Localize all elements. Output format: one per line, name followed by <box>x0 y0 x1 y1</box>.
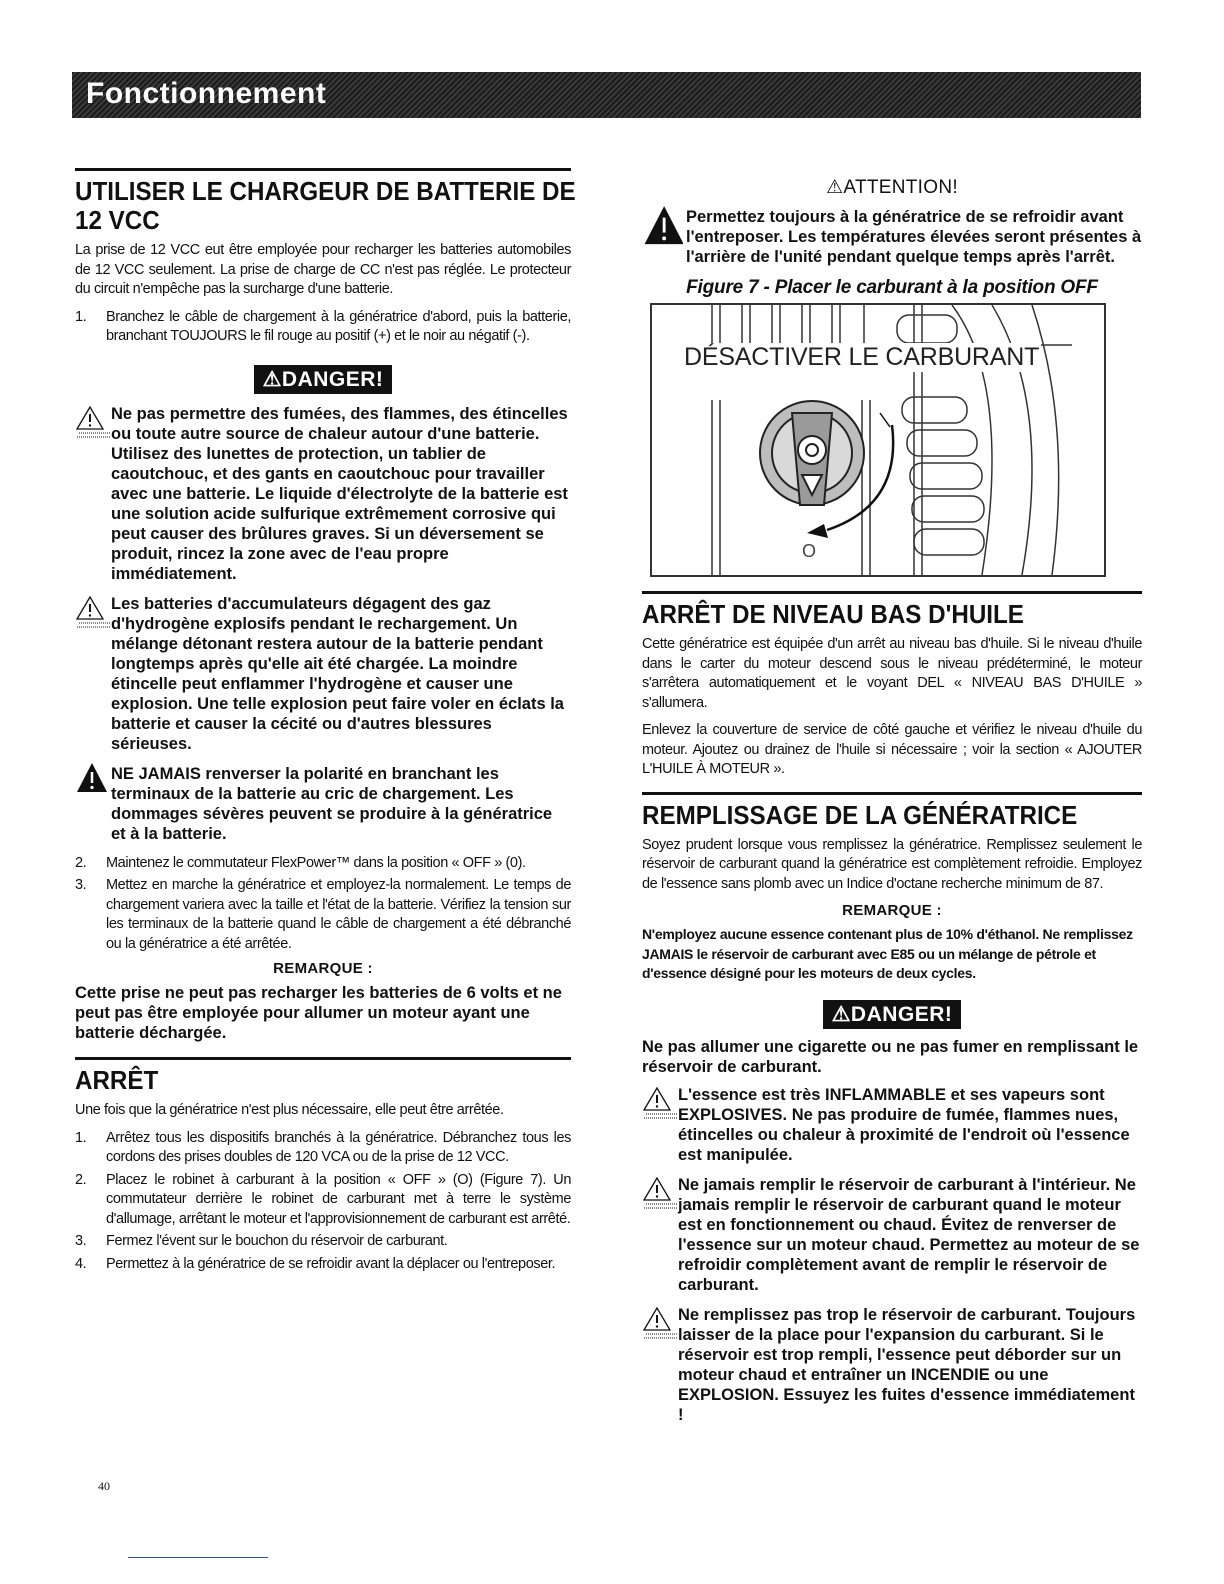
figure-caption: Figure 7 - Placer le carburant à la position OFF <box>686 277 1098 298</box>
page-number: 40 <box>98 1479 110 1493</box>
refueling-p1: Soyez prudent lorsque vous remplissez la génératrice. Remplissez seulement le réservoir de carburant quand la génératrice est complètement refroidie. Employez de l'essence sans plomb avec un Indice d'octane recherche minimum de 87. <box>642 836 1142 892</box>
remark-text: Cette prise ne peut pas recharger les batteries de 6 volts et ne peut pas être employée pour allumer un moteur ayant une batterie déchargée. <box>75 984 562 1042</box>
remark-label: REMARQUE : <box>273 960 373 977</box>
stop-steps <box>75 1129 571 1275</box>
warning-triangle-icon <box>643 1176 677 1216</box>
list-item: 3. Fermez l'évent sur le bouchon du réservoir de carburant. <box>75 1233 448 1249</box>
danger-label: ⚠DANGER! <box>254 365 393 394</box>
warning-triangle-icon <box>643 205 683 251</box>
danger-label: ⚠DANGER! <box>823 1000 962 1029</box>
remark-label: REMARQUE : <box>842 902 942 919</box>
warning-triangle-icon <box>76 762 110 802</box>
figure-label: DÉSACTIVER LE CARBURANT <box>684 343 1040 371</box>
figure-off-mark: O <box>802 541 817 561</box>
list-item: 2. Maintenez le commutateur FlexPower™ dans la position « OFF » (0). <box>75 854 526 871</box>
banner-title: Fonctionnement <box>86 77 327 110</box>
warning-block: Ne pas permettre des fumées, des flammes, des étincelles ou toute autre source de chaleur autour d'une batterie. Utilisez des lunettes de protection, un tablier de caoutchouc, et des gants en caoutchouc pour travailler avec une batterie. Le liquide d'électrolyte de la batterie est une solution acide sulfurique extrêmement corrosive qui peut causer des brûlures graves. Si un déversement se produit, rincez la zone avec de l'eau propre immédiatement. <box>75 404 571 584</box>
warning-block: L'essence est très INFLAMMABLE et ses vapeurs sont EXPLOSIVES. Ne pas produire de fumée, flammes nues, étincelles ou chaleur à proximité de l'endroit où l'essence est manipulée. <box>642 1085 1142 1165</box>
danger-text: Ne pas allumer une cigarette ou ne pas fumer en remplissant le réservoir de carburant. <box>642 1037 1139 1076</box>
battery-steps-b <box>75 854 571 955</box>
heading-refueling: REMPLISSAGE DE LA GÉNÉRATRICE <box>642 799 1078 830</box>
list-item: 1. Branchez le câble de chargement à la génératrice d'abord, puis la batterie, branchant TOUJOURS le fil rouge au positif (+) et le noir au négatif (-). <box>75 308 571 344</box>
heading-stop: ARRÊT <box>75 1065 159 1095</box>
warning-block: Les batteries d'accumulateurs dégagent des gaz d'hydrogène explosifs pendant le rechargement. Un mélange détonant restera autour de la batterie pendant longtemps après qu'elle ait été chargée. La moindre étincelle peut enflammer l'hydrogène et causer une explosion. Une telle explosion peut faire voler en éclats la batterie et causer la cécité ou d'autres blessures sérieuses. <box>75 594 571 754</box>
battery-intro: La prise de 12 VCC eut être employée pour recharger les batteries automobiles de 12 VCC seulement. La prise de charge de CC n'est pas réglée. Le protecteur du circuit n'empêche pas la surcharge d'une batterie. <box>75 242 571 297</box>
battery-steps-a <box>75 308 571 347</box>
right-column <box>642 176 1142 1435</box>
section-rule <box>642 591 1142 594</box>
warning-triangle-icon <box>76 595 110 635</box>
list-item: 3. Mettez en marche la génératrice et employez-la normalement. Le temps de chargement variera avec la taille et l'état de la batterie. Vérifiez la tension sur les terminaux de la batterie quand le câble de chargement a été débranché ou la génératrice a été arrêtée. <box>75 877 571 952</box>
remark-text: N'employez aucune essence contenant plus de 10% d'éthanol. Ne remplissez JAMAIS le réservoir de carburant avec E85 ou un mélange de pétrole et d'essence désigné pour les moteurs de deux cycles. <box>642 926 1133 981</box>
stop-intro: Une fois que la génératrice n'est plus nécessaire, elle peut être arrêtée. <box>75 1102 504 1118</box>
list-item: 1. Arrêtez tous les dispositifs branchés à la génératrice. Débranchez tous les cordons des prises doubles de 120 VCA ou de la prise de 12 VCC. <box>75 1129 571 1165</box>
footer-line <box>128 1557 268 1558</box>
section-banner <box>72 72 1141 118</box>
warning-block: NE JAMAIS renverser la polarité en branchant les terminaux de la batterie au cric de chargement. Les dommages sévères peuvent se produire à la génératrice et à la batterie. <box>75 764 571 844</box>
heading-battery-charger: UTILISER LE CHARGEUR DE BATTERIE DE 12 VCC <box>75 176 576 235</box>
attention-label: ⚠ATTENTION! <box>826 177 958 198</box>
list-item: 2. Placez le robinet à carburant à la position « OFF » (O) (Figure 7). Un commutateur derrière le robinet de carburant met à terre le système d'allumage, arrêtant le moteur et l'approvisionnement de carburant est arrêté. <box>75 1171 571 1227</box>
warning-block: Ne jamais remplir le réservoir de carburant à l'intérieur. Ne jamais remplir le réservoir de carburant quand le moteur est en fonctionnement ou chaud. Évitez de renverser de l'essence sur un moteur chaud. Permettez au moteur de se refroidir complètement avant de remplir le réservoir de carburant. <box>642 1175 1142 1295</box>
warning-block: Permettez toujours à la génératrice de se refroidir avant l'entreposer. Les températures élevées seront présentes à l'arrière de l'unité pendant quelque temps après l'arrêt. <box>642 207 1142 267</box>
section-rule <box>642 792 1142 795</box>
warning-triangle-icon <box>643 1306 677 1346</box>
section-rule <box>75 168 571 171</box>
low-oil-p2: Enlevez la couverture de service de côté gauche et vérifiez le niveau d'huile du moteur. Ajoutez ou drainez de l'huile si nécessaire ; voir la section « AJOUTER L'HUILE À MOTEUR ». <box>642 722 1142 777</box>
low-oil-p1: Cette génératrice est équipée d'un arrêt au niveau bas d'huile. Si le niveau d'huile dans le carter du moteur descend sous le niveau prédéterminé, le moteur s'arrêtera automatiquement et le voyant DEL « NIVEAU BAS D'HUILE » s'allumera. <box>642 636 1142 711</box>
heading-low-oil: ARRÊT DE NIVEAU BAS D'HUILE <box>642 599 1024 629</box>
warning-triangle-icon <box>76 405 110 445</box>
left-column <box>75 168 576 1280</box>
warning-triangle-icon <box>643 1086 677 1126</box>
list-item: 4. Permettez à la génératrice de se refroidir avant la déplacer ou l'entreposer. <box>75 1255 556 1272</box>
section-rule <box>75 1057 571 1060</box>
fuel-valve-figure <box>650 303 1106 577</box>
warning-block: Ne remplissez pas trop le réservoir de carburant. Toujours laisser de la place pour l'expansion du carburant. Si le réservoir est trop rempli, l'essence peut déborder sur un moteur chaud et entraîner un INCENDIE ou une EXPLOSION. Essuyez les fuites d'essence immédiatement ! <box>642 1305 1142 1425</box>
